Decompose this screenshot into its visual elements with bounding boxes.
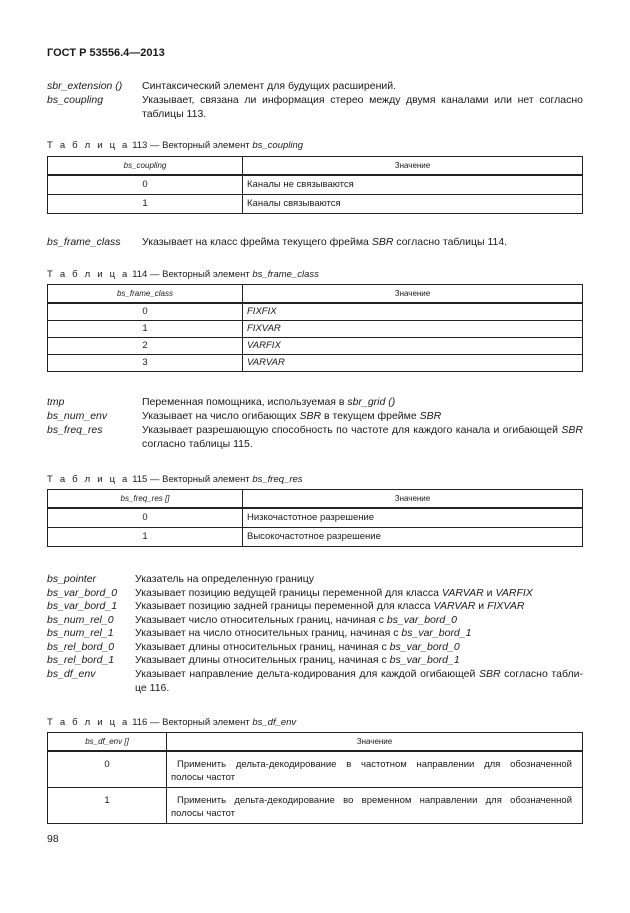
desc-bs-coupling-line2: таблицы 113. xyxy=(142,108,207,120)
table-header-cell: Значение xyxy=(243,157,583,176)
term-bs-rel-bord-1: bs_rel_bord_1 xyxy=(47,654,115,666)
table-row xyxy=(48,175,583,194)
table-cell: FIXVAR xyxy=(243,320,583,337)
term-bs-frame-class: bs_frame_class xyxy=(47,236,121,248)
table-cell: 0 xyxy=(48,175,243,194)
table-row xyxy=(48,527,583,546)
desc-bs-var-bord-1: Указывает позицию задней границы переменной для класса VARVAR и FIXVAR xyxy=(135,600,525,612)
table-cell: 1 xyxy=(48,788,167,824)
table-cell: 1 xyxy=(48,527,243,546)
desc-bs-df-env-line1: Указывает направление дельта-кодирования для каждой огибающей SBR согласно табли- xyxy=(135,668,583,680)
table-header-cell: bs_df_env [] xyxy=(48,733,167,752)
table-cell: 3 xyxy=(48,354,243,371)
desc-bs-frame-class: Указывает на класс фрейма текущего фрейма SBR согласно таблицы 114. xyxy=(142,236,508,248)
term-bs-var-bord-0: bs_var_bord_0 xyxy=(47,587,118,599)
page-number: 98 xyxy=(47,833,59,845)
table-113-caption: Т а б л и ц а 113 — Векторный элемент bs_coupling xyxy=(47,140,304,151)
desc-bs-df-env-line2: це 116. xyxy=(135,682,170,694)
table-row xyxy=(48,320,583,337)
desc-bs-coupling-line1: Указывает, связана ли информация стерео между двумя каналами или нет согласно xyxy=(142,94,583,106)
term-bs-coupling: bs_coupling xyxy=(47,94,104,106)
table-cell: Применить дельта-декодирование в частотном направлении для обозначенной полосы частот xyxy=(167,751,583,788)
table-cell: Каналы связываются xyxy=(243,194,583,213)
table-114 xyxy=(47,284,583,372)
desc-tmp: Переменная помощника, используемая в sbr_grid () xyxy=(142,396,396,408)
table-row xyxy=(48,788,583,824)
table-header-cell: Значение xyxy=(167,733,583,752)
table-header-cell: bs_freq_res [] xyxy=(48,490,243,509)
table-row xyxy=(48,354,583,371)
table-row xyxy=(48,194,583,213)
table-cell: Высокочастотное разрешение xyxy=(243,527,583,546)
table-113 xyxy=(47,156,583,214)
desc-bs-var-bord-0: Указывает позицию ведущей границы переменной для класса VARVAR и VARFIX xyxy=(135,587,533,599)
term-bs-num-rel-0: bs_num_rel_0 xyxy=(47,614,114,626)
document-header: ГОСТ Р 53556.4—2013 xyxy=(47,47,165,59)
table-114-caption: Т а б л и ц а 114 — Векторный элемент bs_frame_class xyxy=(47,269,319,280)
table-header-cell: bs_frame_class xyxy=(48,285,243,304)
term-tmp: tmp xyxy=(47,396,65,408)
desc-bs-num-rel-1: Указывает на число относительных границ, начиная с bs_var_bord_1 xyxy=(135,627,472,639)
table-cell: Низкочастотное разрешение xyxy=(243,508,583,527)
table-cell: 1 xyxy=(48,194,243,213)
term-bs-pointer: bs_pointer xyxy=(47,573,97,585)
table-cell: 0 xyxy=(48,303,243,320)
table-header-cell: Значение xyxy=(243,285,583,304)
table-116 xyxy=(47,732,583,824)
term-bs-df-env: bs_df_env xyxy=(47,668,96,680)
term-bs-num-env: bs_num_env xyxy=(47,410,108,422)
table-cell: 0 xyxy=(48,751,167,788)
desc-bs-rel-bord-1: Указывает длины относительных границ, начиная с bs_var_bord_1 xyxy=(135,654,460,666)
table-row xyxy=(48,508,583,527)
desc-bs-num-rel-0: Указывает число относительных границ, начиная с bs_var_bord_0 xyxy=(135,614,457,626)
table-row xyxy=(48,303,583,320)
desc-bs-freq-res-line2: согласно таблицы 115. xyxy=(142,438,253,450)
term-bs-freq-res: bs_freq_res xyxy=(47,424,103,436)
desc-bs-freq-res-line1: Указывает разрешающую способность по частоте для каждого канала и огибающей SBR xyxy=(142,424,583,436)
term-bs-num-rel-1: bs_num_rel_1 xyxy=(47,627,114,639)
table-header-cell: bs_coupling xyxy=(48,157,243,176)
table-cell: Применить дельта-декодирование во временном направлении для обозначенной полосы частот xyxy=(167,788,583,824)
table-cell: VARFIX xyxy=(243,337,583,354)
desc-bs-pointer: Указатель на определенную границу xyxy=(135,573,315,585)
term-bs-rel-bord-0: bs_rel_bord_0 xyxy=(47,641,115,653)
table-116-caption: Т а б л и ц а 116 — Векторный элемент bs_df_env xyxy=(47,717,297,728)
table-cell: 0 xyxy=(48,508,243,527)
table-row xyxy=(48,337,583,354)
table-cell: FIXFIX xyxy=(243,303,583,320)
desc-bs-rel-bord-0: Указывает длины относительных границ, начиная с bs_var_bord_0 xyxy=(135,641,460,653)
table-cell: 2 xyxy=(48,337,243,354)
table-115 xyxy=(47,489,583,547)
table-row xyxy=(48,751,583,788)
table-header-cell: Значение xyxy=(243,490,583,509)
desc-bs-num-env: Указывает на число огибающих SBR в текущем фрейме SBR xyxy=(142,410,442,422)
table-cell: VARVAR xyxy=(243,354,583,371)
table-cell: Каналы не связываются xyxy=(243,175,583,194)
desc-sbr-extension: Синтаксический элемент для будущих расширений. xyxy=(142,80,397,92)
table-cell: 1 xyxy=(48,320,243,337)
term-sbr-extension: sbr_extension () xyxy=(47,80,123,92)
table-115-caption: Т а б л и ц а 115 — Векторный элемент bs_freq_res xyxy=(47,474,303,485)
term-bs-var-bord-1: bs_var_bord_1 xyxy=(47,600,118,612)
